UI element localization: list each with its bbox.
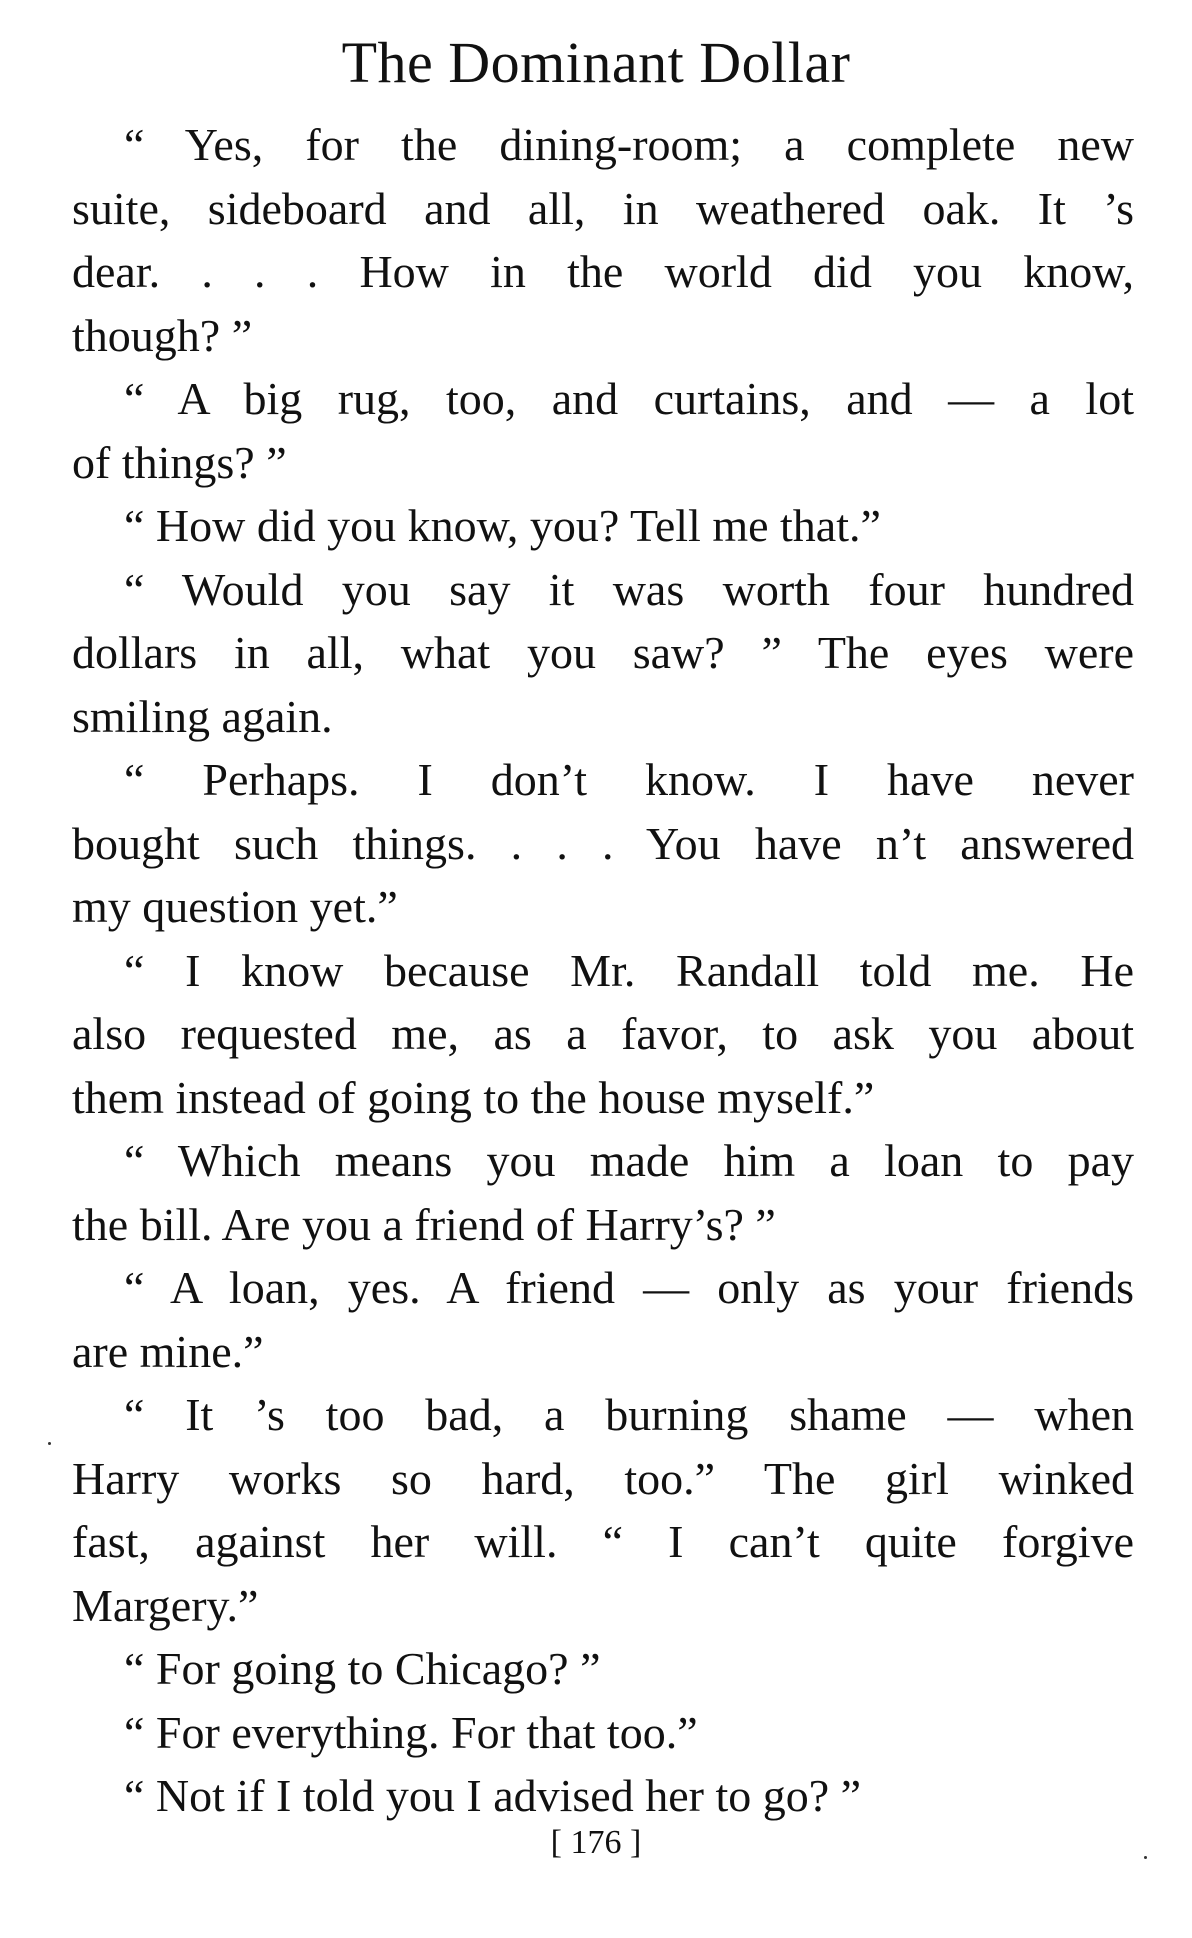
text-line: “ It ’s too bad, a burning shame — when bbox=[124, 1389, 1134, 1440]
text-line: the bill. Are you a friend of Harry’s? ” bbox=[72, 1198, 776, 1250]
text-line: fast, against her will. “ I can’t quite forgive bbox=[72, 1516, 1134, 1567]
text-line: bought such things. . . . You have n’t answered bbox=[72, 817, 1134, 869]
text-line: “ Would you say it was worth four hundred bbox=[124, 563, 1134, 615]
scan-speck bbox=[1144, 1856, 1147, 1859]
text-line: “ Not if I told you I advised her to go? ” bbox=[124, 1770, 862, 1821]
text-line: “ Which means you made him a loan to pay bbox=[124, 1135, 1134, 1186]
text-line: “ A loan, yes. A friend — only as your friends bbox=[124, 1262, 1134, 1313]
text-line: of things? ” bbox=[72, 436, 287, 488]
text-line: Harry works so hard, too.” The girl winked bbox=[72, 1452, 1134, 1504]
text-line: though? ” bbox=[72, 309, 253, 361]
text-line: also requested me, as a favor, to ask you about bbox=[72, 1008, 1134, 1059]
text-line: “ For going to Chicago? ” bbox=[124, 1643, 601, 1694]
running-title: The Dominant Dollar bbox=[341, 30, 851, 95]
page-number: [ 176 ] bbox=[550, 1824, 642, 1861]
text-line: “ For everything. For that too.” bbox=[124, 1706, 698, 1758]
text-line: suite, sideboard and all, in weathered oak. It ’s bbox=[72, 182, 1134, 234]
text-line: are mine.” bbox=[72, 1325, 264, 1377]
text-line: my question yet.” bbox=[72, 881, 398, 932]
text-line: “ How did you know, you? Tell me that.” bbox=[124, 500, 881, 551]
text-line: “ Yes, for the dining-room; a complete new bbox=[124, 119, 1134, 170]
text-line: dollars in all, what you saw? ” The eyes were bbox=[72, 627, 1134, 678]
text-line: “ I know because Mr. Randall told me. He bbox=[124, 944, 1134, 996]
scan-speck bbox=[48, 1442, 51, 1445]
text-line: “ Perhaps. I don’t know. I have never bbox=[124, 754, 1134, 805]
text-line: smiling again. bbox=[72, 690, 333, 742]
text-line: “ A big rug, too, and curtains, and — a lot bbox=[124, 373, 1134, 424]
body-text bbox=[72, 113, 1134, 1828]
text-line: dear. . . . How in the world did you know, bbox=[72, 246, 1134, 297]
text-line: Margery.” bbox=[72, 1579, 259, 1631]
text-line: them instead of going to the house myself.” bbox=[72, 1071, 875, 1123]
